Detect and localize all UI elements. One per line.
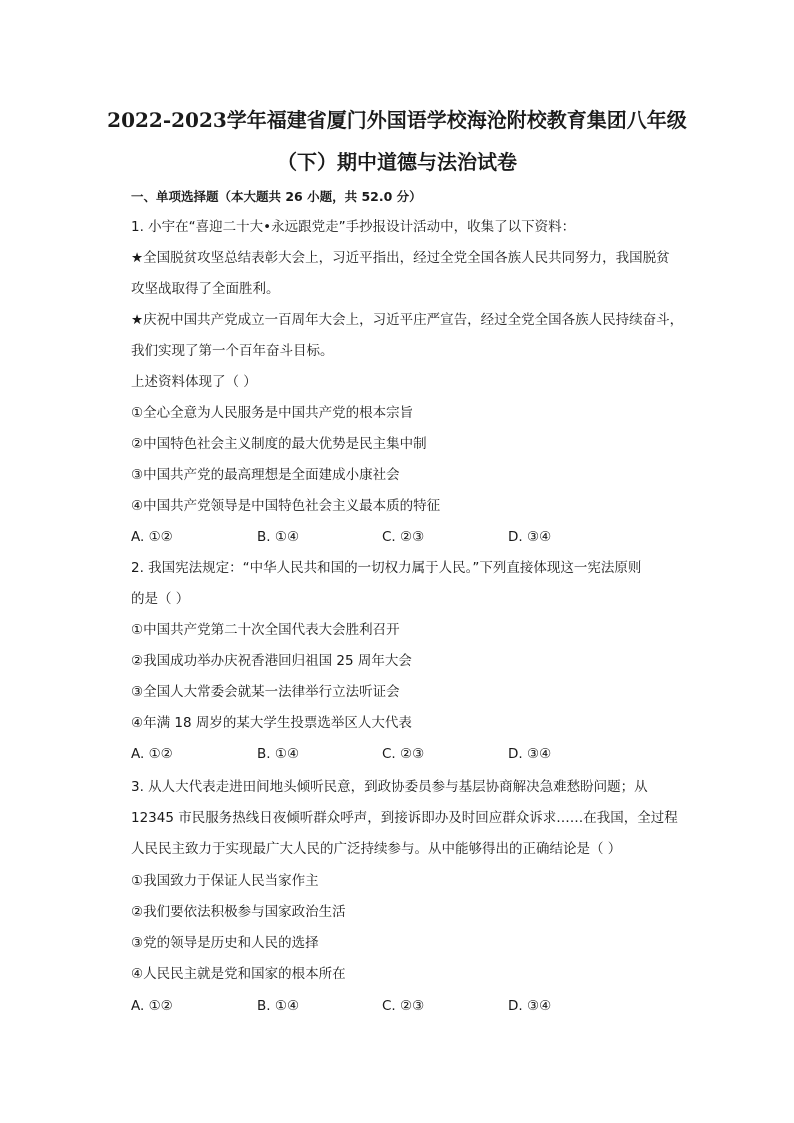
question-2-options <box>131 745 691 763</box>
question-1-line-1: 1. 小宇在“喜迎二十大•永远跟党走”手抄报设计活动中，收集了以下资料： <box>131 219 576 235</box>
question-1-option-c[interactable]: C. ②③ <box>382 529 425 545</box>
question-3-line-3: 人民民主致力于实现最广大人民的广泛持续参与。从中能够得出的正确结论是（ ） <box>131 841 622 857</box>
question-1-line-5: 我们实现了第一个百年奋斗目标。 <box>131 343 334 359</box>
exam-title-line-2: （下）期中道德与法治试卷 <box>277 150 517 174</box>
question-3-options <box>131 997 691 1015</box>
question-3-line-7: ④人民民主就是党和国家的根本所在 <box>131 966 346 982</box>
question-2-line-5: ③全国人大常委会就某一法律举行立法听证会 <box>131 684 400 700</box>
question-3-option-c[interactable]: C. ②③ <box>382 998 425 1014</box>
question-3-option-a[interactable]: A. ①② <box>131 998 173 1014</box>
section-heading: 一、单项选择题（本大题共 26 小题，共 52.0 分） <box>131 189 422 204</box>
question-1-options <box>131 528 691 546</box>
question-1-line-7: ①全心全意为人民服务是中国共产党的根本宗旨 <box>131 405 414 421</box>
question-2-option-d[interactable]: D. ③④ <box>508 746 552 762</box>
exam-title-line-1: 2022-2023学年福建省厦门外国语学校海沧附校教育集团八年级 <box>107 108 687 132</box>
question-1-line-4: ★庆祝中国共产党成立一百周年大会上，习近平庄严宣告，经过全党全国各族人民持续奋斗， <box>131 312 684 328</box>
question-1-line-3: 攻坚战取得了全面胜利。 <box>131 281 280 297</box>
question-1-line-10: ④中国共产党领导是中国特色社会主义最本质的特征 <box>131 498 441 514</box>
question-1-line-2: ★全国脱贫攻坚总结表彰大会上，习近平指出，经过全党全国各族人民共同努力，我国脱贫 <box>131 250 670 266</box>
question-1-line-8: ②中国特色社会主义制度的最大优势是民主集中制 <box>131 436 427 452</box>
question-2-line-3: ①中国共产党第二十次全国代表大会胜利召开 <box>131 622 400 638</box>
question-3-line-1: 3. 从人大代表走进田间地头倾听民意，到政协委员参与基层协商解决急难愁盼问题；从 <box>131 779 648 795</box>
question-3-line-2: 12345 市民服务热线日夜倾听群众呼声，到接诉即办及时回应群众诉求……在我国，全过程 <box>131 810 678 826</box>
question-2-line-4: ②我国成功举办庆祝香港回归祖国 25 周年大会 <box>131 653 412 669</box>
question-2-option-b[interactable]: B. ①④ <box>257 746 300 762</box>
question-2-option-c[interactable]: C. ②③ <box>382 746 425 762</box>
question-1-option-d[interactable]: D. ③④ <box>508 529 552 545</box>
question-2-line-1: 2. 我国宪法规定：“中华人民共和国的一切权力属于人民。”下列直接体现这一宪法原则 <box>131 560 642 576</box>
question-1-option-a[interactable]: A. ①② <box>131 529 173 545</box>
question-3-line-4: ①我国致力于保证人民当家作主 <box>131 873 319 889</box>
question-3-option-d[interactable]: D. ③④ <box>508 998 552 1014</box>
question-2-line-6: ④年满 18 周岁的某大学生投票选举区人大代表 <box>131 715 412 731</box>
question-3-line-5: ②我们要依法积极参与国家政治生活 <box>131 904 346 920</box>
question-3-option-b[interactable]: B. ①④ <box>257 998 300 1014</box>
question-2-option-a[interactable]: A. ①② <box>131 746 173 762</box>
question-2-line-2: 的是（ ） <box>131 591 190 607</box>
question-1-line-6: 上述资料体现了（ ） <box>131 374 257 390</box>
question-1-line-9: ③中国共产党的最高理想是全面建成小康社会 <box>131 467 400 483</box>
question-1-option-b[interactable]: B. ①④ <box>257 529 300 545</box>
question-3-line-6: ③党的领导是历史和人民的选择 <box>131 935 319 951</box>
